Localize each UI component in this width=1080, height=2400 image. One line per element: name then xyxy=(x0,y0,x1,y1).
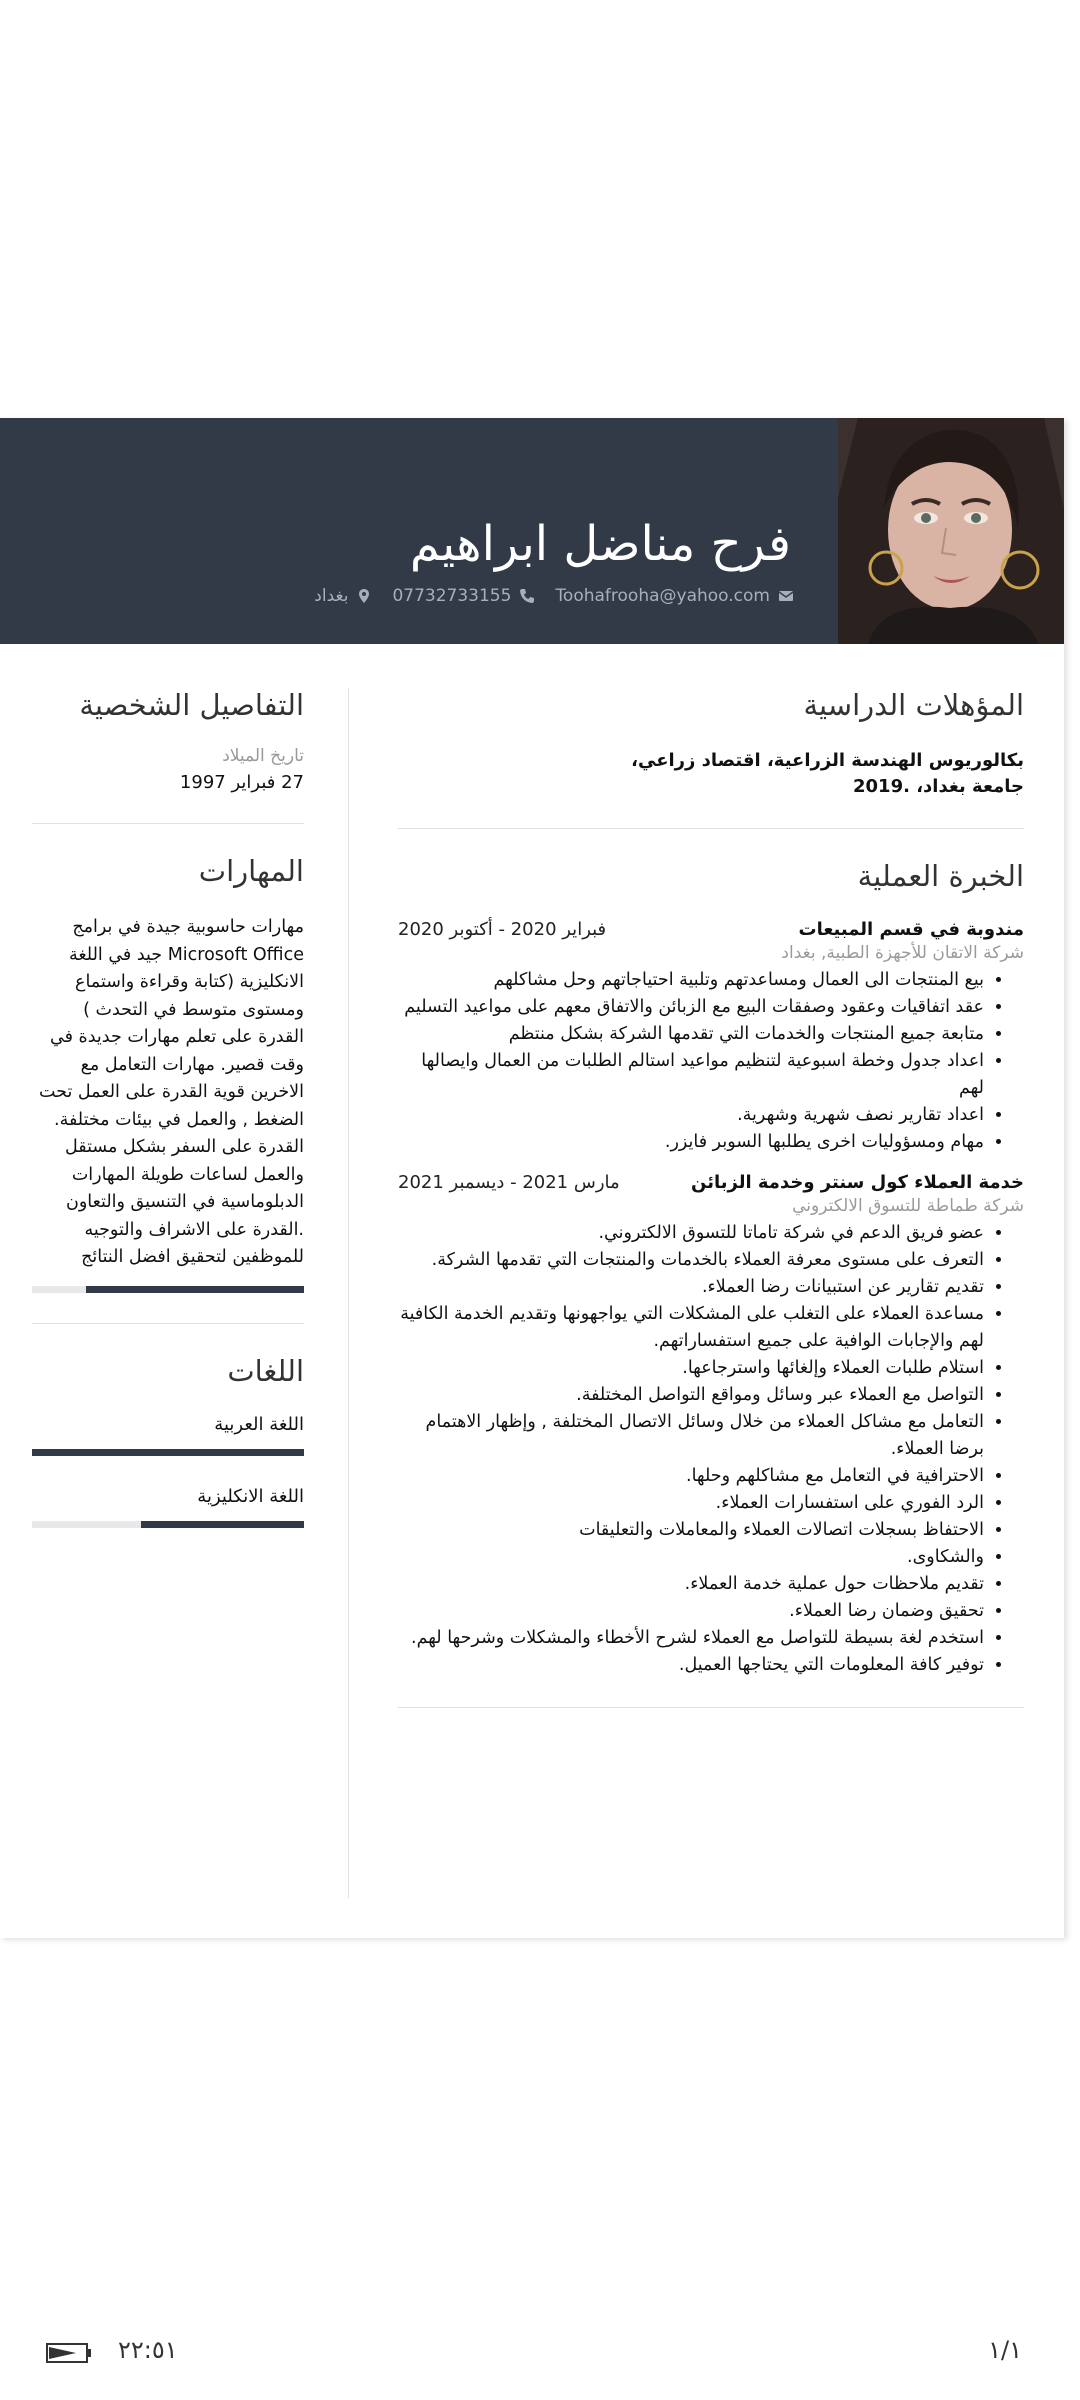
duty-item: • التواصل مع العملاء عبر وسائل ومواقع التواصل المختلفة. xyxy=(398,1382,984,1409)
person-name: فرح مناضل ابراهيم xyxy=(409,516,791,572)
phone-text: 07732733155 xyxy=(392,586,512,606)
language-level-fill xyxy=(32,1449,304,1456)
duty-item: • متابعة جميع المنتجات والخدمات التي تقدمها الشركة بشكل منتظم xyxy=(398,1021,984,1048)
duty-item: • تقديم تقارير عن استبيانات رضا العملاء. xyxy=(398,1274,984,1301)
languages-title: اللغات xyxy=(227,1353,304,1388)
language-name: اللغة الانكليزية xyxy=(197,1485,304,1507)
language-item xyxy=(32,1486,304,1528)
job-title: خدمة العملاء كول سنتر وخدمة الزبائن xyxy=(691,1172,1024,1193)
job-entry xyxy=(398,1172,1024,1679)
section-divider xyxy=(398,1707,1024,1708)
job-title: مندوبة في قسم المبيعات xyxy=(798,919,1024,940)
skills-title: المهارات xyxy=(198,854,304,888)
section-divider xyxy=(32,823,304,824)
job-entry xyxy=(398,919,1024,1156)
phone-icon xyxy=(519,588,535,604)
envelope-icon xyxy=(778,588,794,604)
location-pin-icon xyxy=(356,588,372,604)
duty-item: • تحقيق وضمان رضا العملاء. xyxy=(398,1598,984,1625)
main-column xyxy=(398,688,1024,1738)
duty-item: • اعداد جدول وخطة اسبوعية لتنظيم مواعيد استالم الطلبات من العمال وايصالها لهم xyxy=(398,1048,984,1102)
battery-icon xyxy=(46,2342,92,2364)
degree-line-2: جامعة بغداد، .2019 xyxy=(853,776,1024,797)
section-divider xyxy=(32,1323,304,1324)
duty-item: • توفير كافة المعلومات التي يحتاجها العميل. xyxy=(398,1652,984,1679)
duty-item: • والشكاوى. xyxy=(398,1544,984,1571)
portrait-image xyxy=(838,418,1064,644)
job-header xyxy=(398,1172,1024,1193)
profile-photo xyxy=(838,418,1064,644)
birth-label: تاريخ الميلاد xyxy=(222,746,304,766)
duty-item: • الرد الفوري على استفسارات العملاء. xyxy=(398,1490,984,1517)
email-text: Toohafrooha@yahoo.com xyxy=(555,586,770,606)
resume-page xyxy=(0,418,1064,1938)
duty-item: • الاحترافية في التعامل مع مشاكلهم وحلها. xyxy=(398,1463,984,1490)
duties-list xyxy=(398,967,1024,1156)
column-divider xyxy=(348,688,349,1898)
skills-level-bar xyxy=(32,1286,304,1293)
duty-item: • استلام طلبات العملاء وإلغائها واسترجاعها. xyxy=(398,1355,984,1382)
language-name: اللغة العربية xyxy=(214,1413,304,1435)
duty-item: • بيع المنتجات الى العمال ومساعدتهم وتلبية احتياجاتهم وحل مشاكلهم xyxy=(398,967,984,994)
page-counter: ١/١ xyxy=(988,2336,1022,2364)
language-level-bar xyxy=(32,1521,304,1528)
resume-header xyxy=(0,418,1064,644)
duty-item: • عقد اتفاقيات وعقود وصفقات البيع مع الزبائن والاتفاق معهم على مواعيد التسليم xyxy=(398,994,984,1021)
birth-value: 27 فبراير 1997 xyxy=(179,772,304,793)
duty-item: • تقديم ملاحظات حول عملية خدمة العملاء. xyxy=(398,1571,984,1598)
phone-contact[interactable] xyxy=(392,586,535,606)
language-item xyxy=(32,1414,304,1456)
language-level-fill xyxy=(141,1521,304,1528)
duty-item: • التعرف على مستوى معرفة العملاء بالخدمات والمنتجات التي تقدمها الشركة. xyxy=(398,1247,984,1274)
job-date: فبراير 2020 - أكتوبر 2020 xyxy=(398,919,607,940)
job-company: شركة الاتقان للأجهزة الطبية, بغداد xyxy=(781,943,1024,963)
job-header xyxy=(398,919,1024,940)
education-title: المؤهلات الدراسية xyxy=(803,688,1024,722)
section-divider xyxy=(398,828,1024,829)
contact-row xyxy=(314,586,794,606)
city-text: بغداد xyxy=(314,586,349,606)
side-column xyxy=(32,688,304,1558)
experience-title: الخبرة العملية xyxy=(857,859,1024,893)
job-company: شركة طماطة للتسوق الالكتروني xyxy=(792,1196,1024,1216)
status-time: ٢٢:٥١ xyxy=(118,2336,178,2364)
duty-item: • عضو فريق الدعم في شركة تاماتا للتسوق الالكتروني. xyxy=(398,1220,984,1247)
duties-list xyxy=(398,1220,1024,1679)
location-contact xyxy=(314,586,372,606)
language-level-bar xyxy=(32,1449,304,1456)
skills-text: مهارات حاسوبية جيدة في برامج Microsoft Office جيد في اللغة الانكليزية (كتابة وقراءة واستماع ومستوى متوسط في التحدث ) القدرة على تعلم مهارات جديدة في وقت قصير. مهارات التعامل مع الاخرين قوية القدرة على العمل تحت الضغط , والعمل في بيئات مختلفة. القدرة على السفر بشكل مستقل والعمل لساعات طويلة المهارات الدبلوماسية في التنسيق والتعاون .القدرة على الاشراف والتوجيه للموظفين لتحقيق افضل النتائج xyxy=(38,917,304,1267)
email-contact[interactable] xyxy=(555,586,794,606)
skills-level-fill xyxy=(86,1286,304,1293)
degree-line-1: بكالوريوس الهندسة الزراعية، اقتصاد زراعي، xyxy=(631,750,1024,771)
job-date: مارس 2021 - ديسمبر 2021 xyxy=(398,1172,620,1193)
duty-item: • مساعدة العملاء على التغلب على المشكلات التي يواجهونها وتقديم الخدمة الكافية لهم والإجابات الوافية على جميع استفساراتهم. xyxy=(398,1301,984,1355)
personal-title: التفاصيل الشخصية xyxy=(79,688,304,722)
duty-item: • اعداد تقارير نصف شهرية وشهرية. xyxy=(398,1102,984,1129)
duty-item: • مهام ومسؤوليات اخرى يطلبها السوبر فايزر. xyxy=(398,1129,984,1156)
duty-item: • التعامل مع مشاكل العملاء من خلال وسائل الاتصال المختلفة , وإظهار الاهتمام برضا العملاء. xyxy=(398,1409,984,1463)
duty-item: • الاحتفاظ بسجلات اتصالات العملاء والمعاملات والتعليقات xyxy=(398,1517,984,1544)
duty-item: • استخدم لغة بسيطة للتواصل مع العملاء لشرح الأخطاء والمشكلات وشرحها لهم. xyxy=(398,1625,984,1652)
